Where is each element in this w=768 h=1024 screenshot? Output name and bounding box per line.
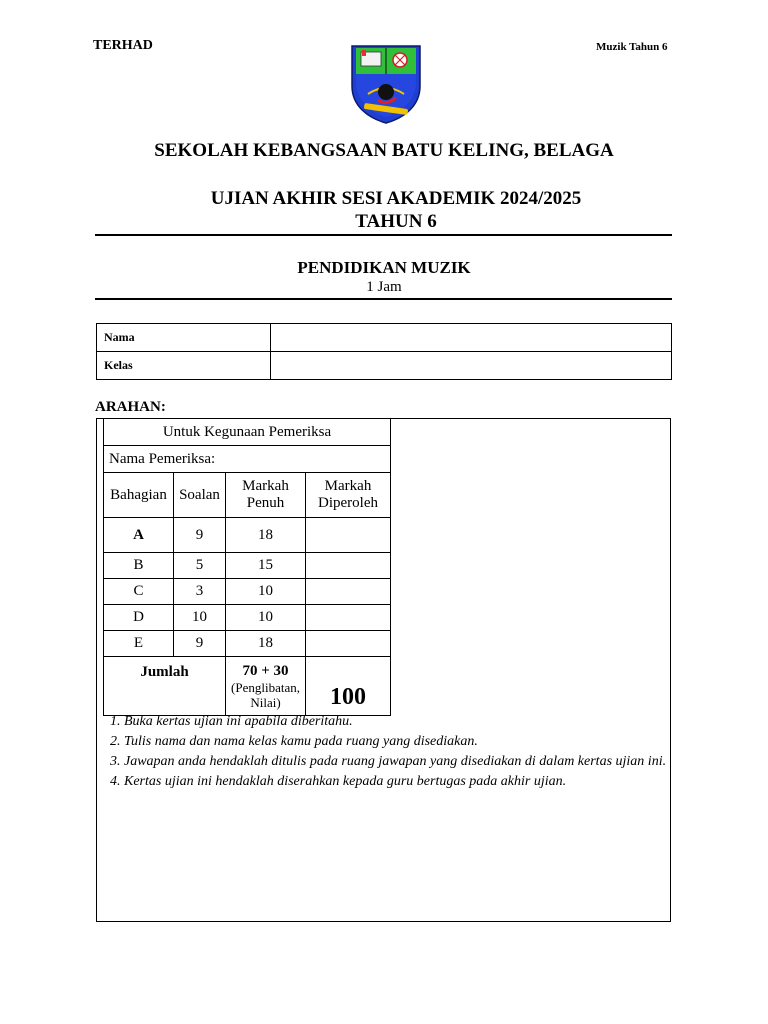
row-questions: 5 — [174, 553, 226, 579]
subject-header: Muzik Tahun 6 — [596, 41, 668, 53]
divider-line — [95, 234, 672, 236]
table-row — [104, 605, 391, 631]
school-crest-logo — [348, 42, 424, 124]
row-full-marks: 10 — [226, 579, 306, 605]
row-full-marks: 18 — [226, 631, 306, 657]
instructions-heading: ARAHAN: — [95, 399, 166, 415]
class-field[interactable] — [271, 352, 672, 380]
exam-title: UJIAN AKHIR SESI AKADEMIK 2024/2025 — [210, 188, 582, 209]
total-obtained-cell[interactable] — [306, 657, 391, 716]
name-label: Nama — [97, 324, 271, 352]
row-section: D — [104, 605, 174, 631]
name-field[interactable] — [271, 324, 672, 352]
header-questions: Soalan — [174, 473, 226, 518]
instruction-item: 2. Tulis nama dan nama kelas kamu pada ruang yang disediakan. — [124, 734, 680, 750]
school-name: SEKOLAH KEBANGSAAN BATU KELING, BELAGA — [154, 140, 614, 161]
examiner-name-label: Nama Pemeriksa: — [104, 446, 391, 473]
row-section: C — [104, 579, 174, 605]
instruction-item: 3. Jawapan anda hendaklah ditulis pada ruang jawapan yang disediakan di dalam kertas ujian ini. — [124, 754, 680, 770]
row-questions: 10 — [174, 605, 226, 631]
row-section: E — [104, 631, 174, 657]
exam-year: TAHUN 6 — [355, 211, 437, 232]
class-label: Kelas — [97, 352, 271, 380]
instructions-list — [104, 714, 680, 794]
header-full-marks: Markah Penuh — [226, 473, 306, 518]
exam-duration: 1 Jam — [366, 279, 402, 295]
row-obtained-marks[interactable] — [306, 631, 391, 657]
row-questions: 9 — [174, 631, 226, 657]
classification-label: TERHAD — [93, 38, 153, 53]
row-obtained-marks[interactable] — [306, 605, 391, 631]
examiner-table — [103, 418, 391, 716]
row-full-marks: 10 — [226, 605, 306, 631]
table-row — [104, 579, 391, 605]
row-section: B — [104, 553, 174, 579]
row-questions: 3 — [174, 579, 226, 605]
row-obtained-marks[interactable] — [306, 553, 391, 579]
divider-line — [95, 298, 672, 300]
table-row — [104, 518, 391, 553]
row-full-marks: 18 — [226, 518, 306, 553]
instruction-item: 4. Kertas ujian ini hendaklah diserahkan kepada guru bertugas pada akhir ujian. — [124, 774, 680, 790]
table-row — [104, 631, 391, 657]
header-section: Bahagian — [104, 473, 174, 518]
total-note: (Penglibatan, Nilai) — [231, 680, 300, 710]
row-obtained-marks[interactable] — [306, 579, 391, 605]
total-max-marks: 100 — [330, 684, 366, 710]
total-full-marks — [226, 657, 306, 716]
row-section: A — [104, 518, 174, 553]
row-full-marks: 15 — [226, 553, 306, 579]
instruction-item: 1. Buka kertas ujian ini apabila diberitahu. — [124, 714, 680, 730]
student-info-table — [96, 323, 672, 380]
header-obtained-marks: Markah Diperoleh — [306, 473, 391, 518]
total-full-value: 70 + 30 — [242, 663, 289, 679]
row-obtained-marks[interactable] — [306, 518, 391, 553]
examiner-table-title: Untuk Kegunaan Pemeriksa — [104, 419, 391, 446]
total-label: Jumlah — [104, 657, 226, 716]
subject-title: PENDIDIKAN MUZIK — [297, 258, 471, 277]
table-row — [104, 553, 391, 579]
row-questions: 9 — [174, 518, 226, 553]
